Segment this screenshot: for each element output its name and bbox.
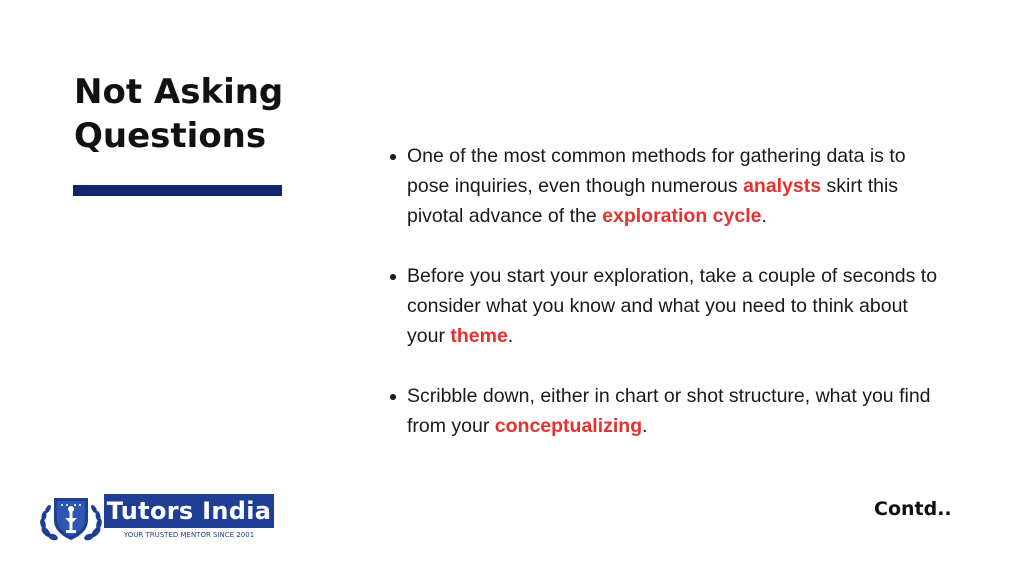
bullet-2-text-2: . [507, 325, 514, 347]
bullet-1-text-3: . [761, 205, 767, 227]
bullet-3-highlight-conceptualizing: conceptualizing [494, 415, 643, 437]
slide-title [74, 70, 334, 158]
bullet-1-highlight-exploration-cycle: exploration cycle [602, 205, 762, 227]
bullet-item-2 [388, 261, 948, 351]
bullet-list [388, 141, 948, 471]
bullet-2-highlight-theme: theme [450, 325, 508, 347]
bullet-2-text-1: Before you start your exploration, take a couple of seconds to consider what you know and what you need to think about your [407, 265, 938, 347]
bullet-3-text-1: Scribble down, either in chart or shot structure, what you find from your [407, 385, 931, 437]
slide-title-line-1: Not Asking [74, 72, 284, 112]
logo-brand-name: Tutors India [104, 494, 274, 528]
laurel-shield-icon [38, 494, 104, 544]
logo-tagline: YOUR TRUSTED MENTOR SINCE 2001 [123, 531, 255, 539]
title-underline-bar [73, 185, 282, 196]
bullet-3-text-2: . [642, 415, 648, 437]
bullet-1-text-2: skirt this pivotal advance of the [407, 175, 899, 227]
bullet-item-1 [388, 141, 948, 231]
slide-title-line-2: Questions [74, 116, 267, 156]
bullet-1-text-1: One of the most common methods for gathering data is to pose inquiries, even though numerous [407, 145, 906, 197]
bullet-item-3 [388, 381, 948, 441]
tutors-india-logo [38, 494, 278, 544]
bullet-1-highlight-analysts: analysts [743, 175, 822, 197]
contd-label: Contd.. [874, 498, 952, 520]
